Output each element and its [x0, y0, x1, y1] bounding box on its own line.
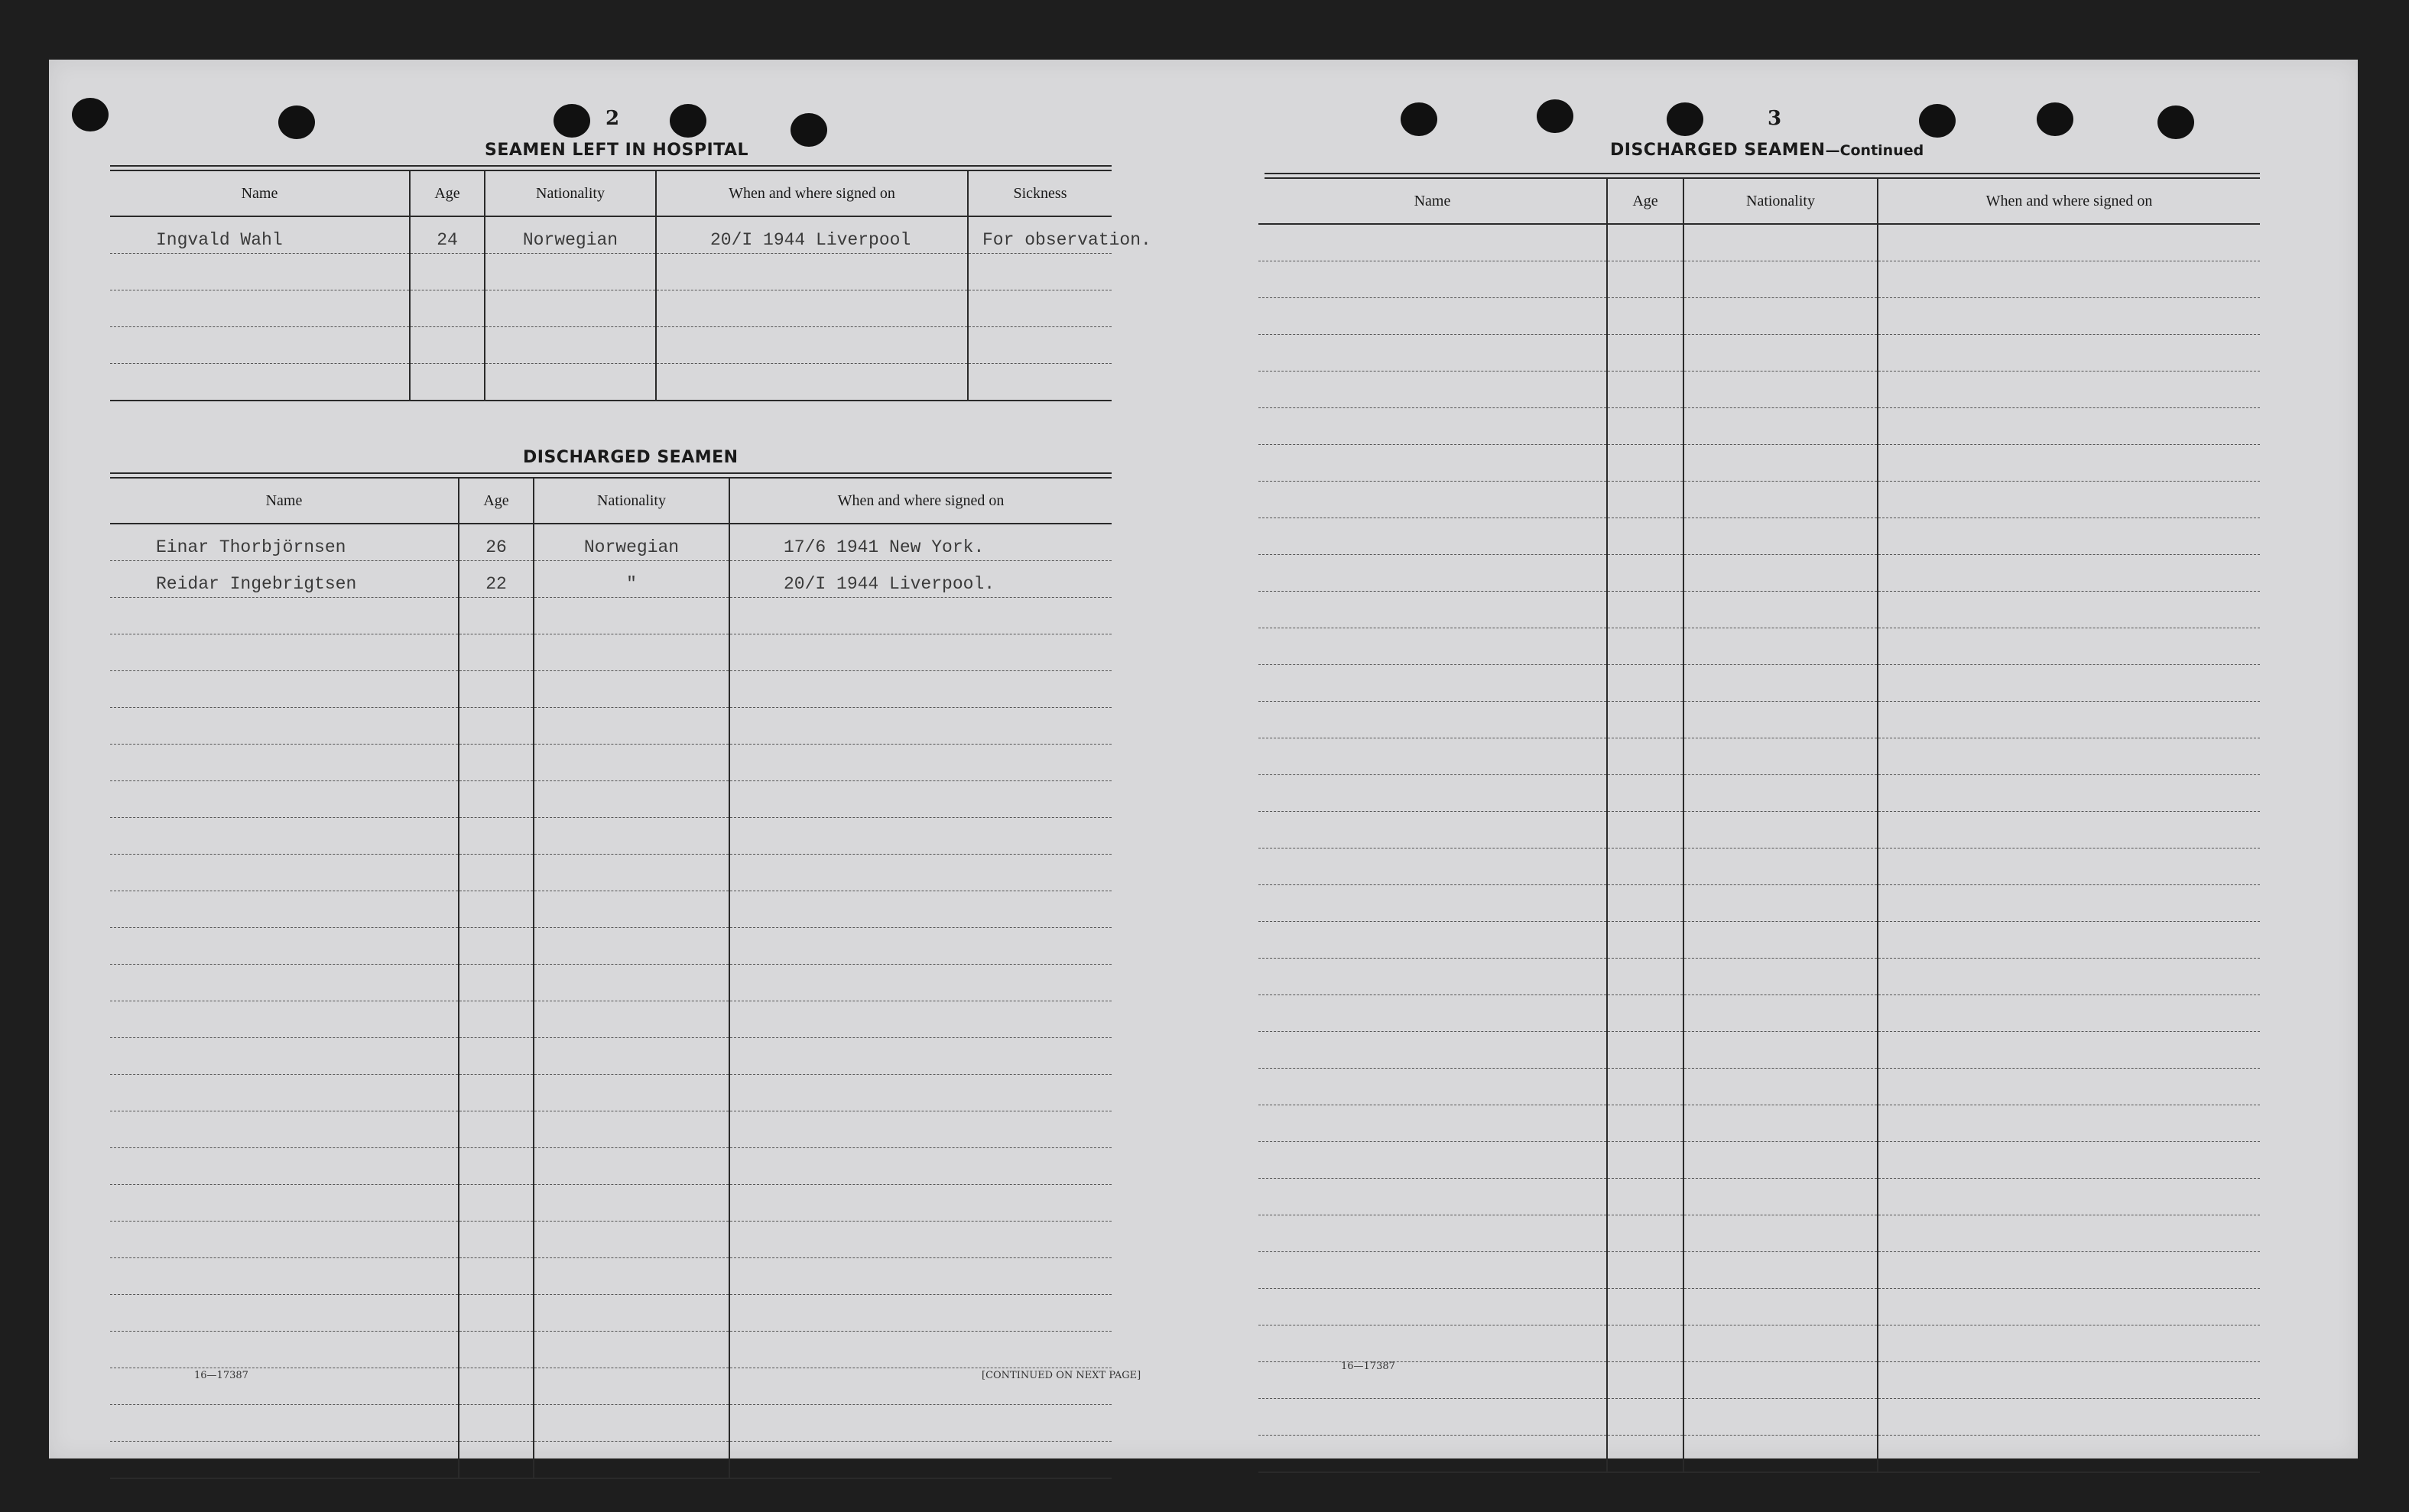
double-rule: [110, 472, 1112, 479]
hospital-table: [110, 171, 1151, 401]
table-row: [1258, 1436, 2260, 1473]
seaman-nationality: Norwegian: [534, 524, 729, 561]
table-row: [110, 1258, 1112, 1295]
seaman-sickness: For observation.: [968, 216, 1112, 254]
seaman-nationality: Norwegian: [485, 216, 656, 254]
table-row: [110, 254, 1112, 290]
table-row: [1258, 224, 2260, 261]
table-row: [1258, 335, 2260, 372]
seaman-signed-on: 20/I 1944 Liverpool: [656, 216, 968, 254]
column-header-age: Age: [410, 171, 485, 216]
table-row: [1258, 885, 2260, 922]
table-row: [110, 708, 1112, 745]
double-rule: [110, 165, 1112, 171]
document-sheet: [49, 60, 2358, 1458]
column-header-name: Name: [1258, 179, 1607, 224]
discharged-section-title: DISCHARGED SEAMEN: [523, 448, 739, 467]
table-row: [1258, 812, 2260, 848]
table-row: [110, 1368, 1112, 1405]
table-row: [110, 364, 1112, 401]
column-header-signed-on: When and where signed on: [656, 171, 968, 216]
table-row: [1258, 372, 2260, 408]
seaman-name: Reidar Ingebrigtsen: [110, 561, 459, 598]
column-header-name: Name: [110, 171, 410, 216]
discharged-continued-table: [1258, 179, 2260, 1473]
form-number: 16—17387: [1341, 1361, 1395, 1372]
seaman-name: Einar Thorbjörnsen: [110, 524, 459, 561]
table-row: [110, 1148, 1112, 1185]
table-row: [110, 1295, 1112, 1332]
table-row: [110, 1111, 1112, 1148]
table-row: [1258, 775, 2260, 812]
discharged-table: [110, 479, 1112, 1479]
table-row: [110, 745, 1112, 781]
table-row: [1258, 995, 2260, 1032]
table-row: [110, 1405, 1112, 1442]
right-page: [1265, 60, 2327, 1458]
table-row: [1258, 959, 2260, 995]
table-row: [1258, 408, 2260, 445]
table-row: [110, 1222, 1112, 1258]
table-row: [110, 1442, 1112, 1479]
column-header-sickness: Sickness: [968, 171, 1112, 216]
table-row: [1258, 518, 2260, 555]
discharged-continued-title: [1610, 141, 1924, 160]
column-header-name: Name: [110, 479, 459, 524]
seaman-nationality: ": [534, 561, 729, 598]
table-row: [110, 1185, 1112, 1222]
table-row: [1258, 482, 2260, 518]
table-row: [1258, 1215, 2260, 1252]
column-header-age: Age: [1607, 179, 1683, 224]
seaman-name: Ingvald Wahl: [110, 216, 410, 254]
table-row: [1258, 1289, 2260, 1325]
table-row: [110, 965, 1112, 1001]
column-header-nationality: Nationality: [1683, 179, 1878, 224]
punch-hole: [72, 98, 109, 131]
column-header-age: Age: [459, 479, 534, 524]
table-row: [1258, 1252, 2260, 1289]
table-row: [1258, 298, 2260, 335]
table-row: [110, 1038, 1112, 1075]
table-row: [1258, 1032, 2260, 1069]
table-row: [110, 561, 1112, 598]
seaman-signed-on: 20/I 1944 Liverpool.: [729, 561, 1112, 598]
table-row: [110, 891, 1112, 928]
table-row: [110, 818, 1112, 855]
seaman-signed-on: 17/6 1941 New York.: [729, 524, 1112, 561]
hospital-section-title: SEAMEN LEFT IN HOSPITAL: [485, 141, 749, 160]
table-row: [110, 327, 1112, 364]
seaman-age: 26: [459, 524, 534, 561]
table-row: [1258, 1105, 2260, 1142]
table-row: [110, 781, 1112, 818]
column-header-nationality: Nationality: [485, 171, 656, 216]
column-header-nationality: Nationality: [534, 479, 729, 524]
table-row: [1258, 628, 2260, 665]
table-row: [110, 1332, 1112, 1368]
table-row: [1258, 1325, 2260, 1362]
table-row: [110, 290, 1112, 327]
table-row: [110, 1075, 1112, 1111]
section-title-main: DISCHARGED SEAMEN: [1610, 141, 1826, 160]
table-row: [1258, 848, 2260, 885]
column-header-signed-on: When and where signed on: [1878, 179, 2260, 224]
table-row: [110, 928, 1112, 965]
table-row: [1258, 1142, 2260, 1179]
table-row: [1258, 1069, 2260, 1105]
table-row: [1258, 1362, 2260, 1399]
continued-note: [CONTINUED ON NEXT PAGE]: [982, 1370, 1141, 1381]
table-row: [1258, 665, 2260, 702]
table-row: [1258, 592, 2260, 628]
seaman-age: 22: [459, 561, 534, 598]
table-row: [1258, 261, 2260, 298]
page-number: 2: [605, 107, 620, 130]
seaman-age: 24: [410, 216, 485, 254]
double-rule: [1265, 173, 2260, 179]
table-row: [1258, 738, 2260, 775]
page-number: 3: [1768, 107, 1782, 130]
column-header-signed-on: When and where signed on: [729, 479, 1112, 524]
table-row: [1258, 922, 2260, 959]
form-number: 16—17387: [194, 1370, 248, 1381]
table-row: [110, 598, 1112, 634]
table-row: [110, 671, 1112, 708]
left-page: [110, 60, 1173, 1458]
table-row: [1258, 445, 2260, 482]
table-row: [1258, 1179, 2260, 1215]
table-row: [1258, 1399, 2260, 1436]
table-row: [110, 855, 1112, 891]
table-row: [110, 1001, 1112, 1038]
table-row: [110, 216, 1112, 254]
table-row: [1258, 555, 2260, 592]
section-title-continued: —Continued: [1825, 142, 1924, 159]
table-row: [110, 524, 1112, 561]
table-row: [110, 634, 1112, 671]
table-row: [1258, 702, 2260, 738]
